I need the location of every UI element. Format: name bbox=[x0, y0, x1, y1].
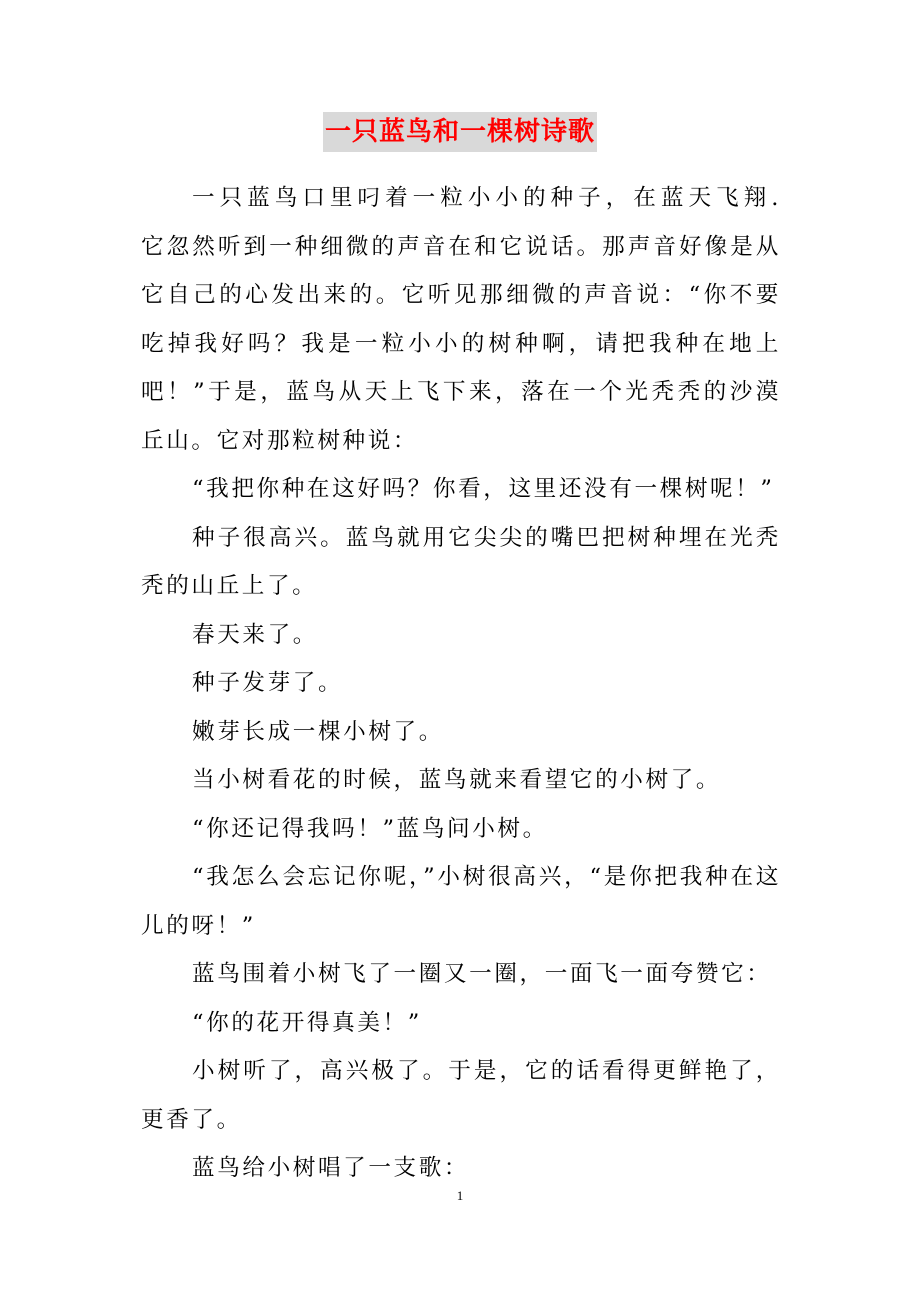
paragraph: 蓝鸟给小树唱了一支歌： bbox=[192, 1155, 470, 1181]
title-container bbox=[0, 112, 920, 152]
paragraph: 种子很高兴。蓝鸟就用它尖尖的嘴巴把树种埋在光秃秃的山丘上了。 bbox=[141, 524, 781, 599]
paragraph: 嫩芽长成一棵小树了。 bbox=[192, 718, 444, 745]
paragraph: 春天来了。 bbox=[192, 621, 318, 648]
document-title: 一只蓝鸟和一棵树诗歌 bbox=[323, 112, 597, 152]
paragraph: “我怎么会忘记你呢，”小树很高兴，“是你把我种在这儿的呀！” bbox=[141, 864, 781, 939]
paragraph: 一只蓝鸟口里叼着一粒小小的种子，在蓝天飞翔. 它忽然听到一种细微的声音在和它说话。那声音好像是从它自己的心发出来的。它听见那细微的声音说：“你不要吃掉我好吗？我是一粒小小的树种啊，请把我种在地上吧！”于是，蓝鸟从天上飞下来，落在一个光秃秃的沙漠丘山。它对那粒树种说： bbox=[141, 185, 832, 454]
document-body bbox=[141, 174, 832, 1193]
paragraph: 蓝鸟围着小树飞了一圈又一圈，一面飞一面夸赞它： bbox=[192, 961, 772, 987]
paragraph: 当小树看花的时候，蓝鸟就来看望它的小树了。 bbox=[192, 767, 722, 793]
paragraph: 种子发芽了。 bbox=[192, 670, 344, 696]
paragraph: “你还记得我吗！”蓝鸟问小树。 bbox=[192, 815, 548, 842]
paragraph: 小树听了，高兴极了。于是，它的话看得更鲜艳了，更香了。 bbox=[141, 1058, 781, 1133]
paragraph: “你的花开得真美！” bbox=[192, 1009, 422, 1036]
page-number: 1 bbox=[456, 1188, 464, 1203]
paragraph: “我把你种在这好吗？你看，这里还没有一棵树呢！” bbox=[192, 476, 775, 502]
